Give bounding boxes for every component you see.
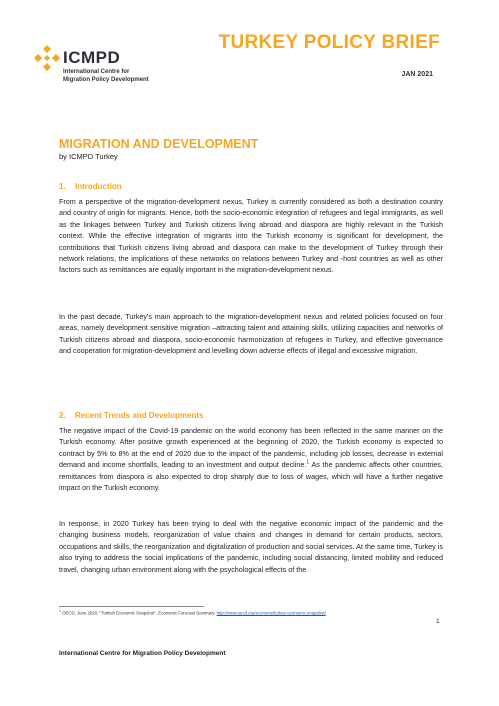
intro-paragraph-2: In the past decade, Turkey's main approach to the migration-development nexus and related policies focused on four areas, namely development sensitive migration –attracting talent and attaining skills, utilizing capacities and networks of Turkish citizens abroad and diaspora, socio-economic harmonization of refugees in Turkey, and effective governance and cooperation for migration-development and levelling down adverse effects of illegal and excessive migration. [59,312,443,356]
footnote-ref[interactable]: 1 [306,459,310,466]
footnote-divider [59,606,204,607]
footnote-link[interactable]: http://www.oecd.org/economy/turkey-economic-snapshot/ [216,610,326,616]
policy-brief-title: TURKEY POLICY BRIEF [218,32,440,53]
section-heading-recent-trends: 2. Recent Trends and Developments [59,411,204,420]
section-heading-introduction: 1. Introduction [59,182,122,191]
trends-paragraph-1: The negative impact of the Covid-19 pandemic on the world economy has been reflected in the same manner on the Turkish economy. After positive growth experienced at the beginning of 2020, the Turkish economy is expected to contract by 5% to 8% at the end of 2020 due to the impact of the pandemic, including job losses, decrease in external demand and income shortfalls, leading to an investment and output decline.$^1$ As the pandemic affects other countries, remittances from diaspora is also expected to drop sharply due to loss of wages, which will have a further negative impact on the Turkish economy. [59,426,443,493]
publication-date: JAN 2021 [401,71,433,78]
trends-paragraph-2: In response, in 2020 Turkey has been trying to deal with the negative economic impact of the pandemic and the changing business models, reorganization of value chains and changes in demand for certain products, sectors, occupations and skills, the reorganization and digitalization of production and social services. At the same time, Turkey is also trying to address the social implications of the pandemic, including social distancing, limited mobility and reduced travel, changing urban environment along with the psychological effects of the [59,519,443,574]
logo-subtitle: International Centre for Migration Policy Development [63,69,149,83]
footnote: $^1$ OECD. June 2020. "Turkish Economic Snapshot". Economic Forecast Summary. http://www.oecd.org/economy/turkey-economic-snapshot/ [59,609,326,616]
document-title: MIGRATION AND DEVELOPMENT [59,137,259,151]
intro-paragraph-1: From a perspective of the migration-development nexus, Turkey is currently considered as both a destination country and country of origin for migrants. Hence, both the socio-economic integration of refugees and legal immigrants, as well as the linkages between Turkey and Turkish citizens living abroad and diaspora are highly relevant in the Turkish context. While the effective integration of migrants into the Turkish economy is significant for development, the contributions that Turkish citizens living abroad and diaspora can make to the development of Turkey through their network relations, the implications of these networks on relations between Turkey and -host countries as well as other factors such as remittances are equally important in the migration-development nexus. [59,197,443,275]
page-number: 1 [436,618,440,625]
document-author: by ICMPD Turkey [59,152,118,161]
icmpd-diamond-arrows-icon [32,44,62,72]
logo-wordmark: ICMPD [63,48,121,67]
page-footer: International Centre for Migration Policy Development [59,650,226,657]
